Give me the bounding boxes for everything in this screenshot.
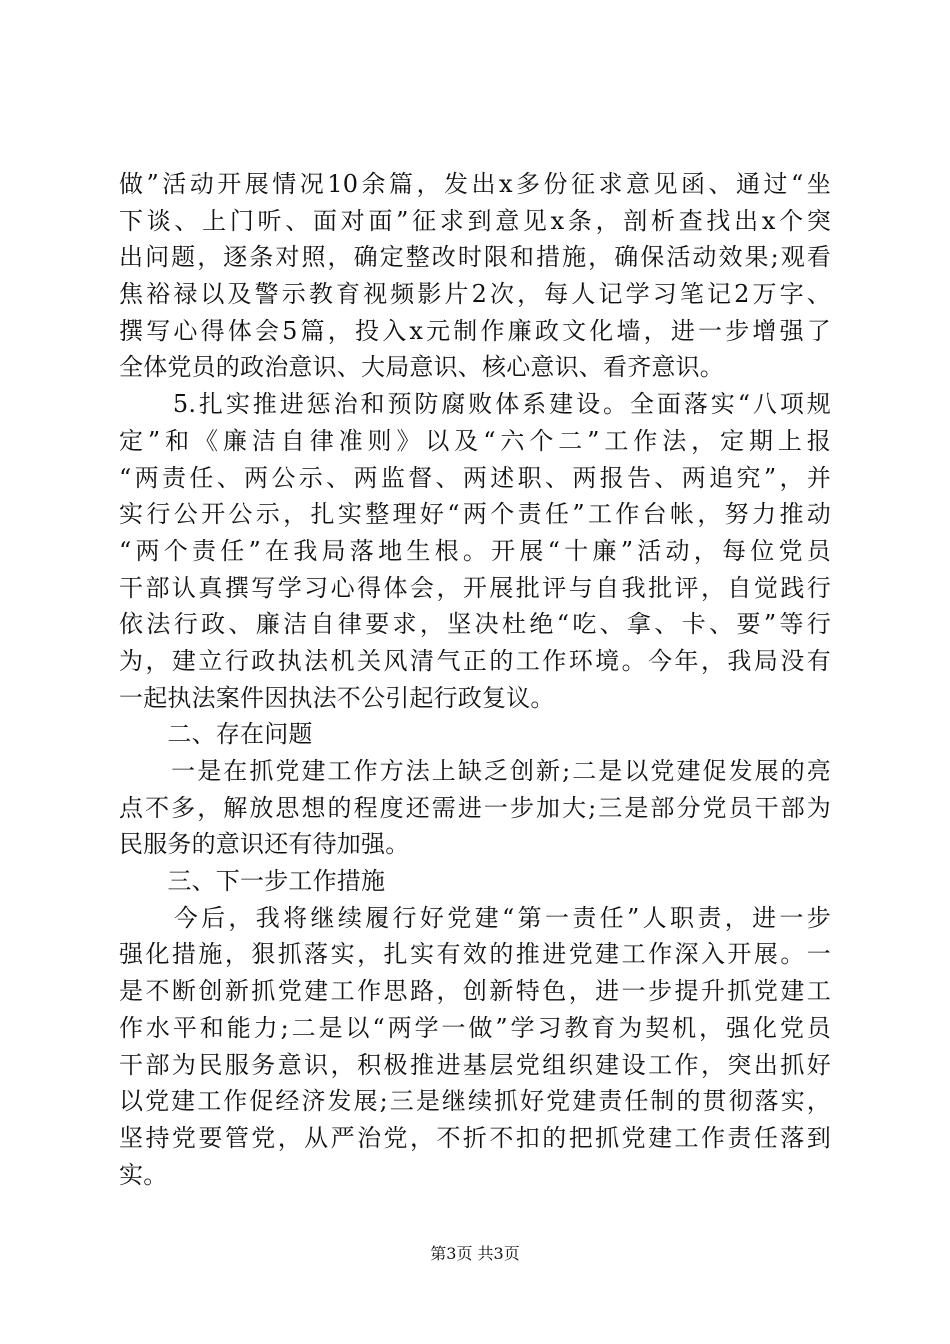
text-line: “两责任、两公示、两监督、两述职、两报告、两追究”，并	[119, 463, 831, 492]
text-line: 是不断创新抓党建工作思路，创新特色，进一步提升抓党建工	[119, 977, 831, 1006]
text-line: 实。	[119, 1160, 168, 1189]
page-number-footer: 第3页 共3页	[430, 1244, 520, 1263]
text-line: 实行公开公示，扎实整理好“两个责任”工作台帐，努力推动	[119, 500, 831, 529]
text-line: 撰写心得体会5篇，投入x元制作廉政文化墙，进一步增强了	[119, 316, 831, 345]
text-line: 下谈、上门听、面对面”征求到意见x条，剖析查找出x个突	[119, 206, 831, 235]
text-line: 一起执法案件因执法不公引起行政复议。	[119, 683, 555, 712]
text-line: 出问题，逐条对照，确定整改时限和措施，确保活动效果;观看	[119, 243, 831, 272]
text-line: “两个责任”在我局落地生根。开展“十廉”活动，每位党员	[119, 536, 831, 565]
text-line: 坚持党要管党，从严治党，不折不扣的把抓党建工作责任落到	[119, 1123, 831, 1152]
text-line: 依法行政、廉洁自律要求，坚决杜绝“吃、拿、卡、要”等行	[119, 610, 831, 639]
text-line: 干部为民服务意识，积极推进基层党组织建设工作，突出抓好	[119, 1050, 831, 1079]
text-line: 一是在抓党建工作方法上缺乏创新;二是以党建促发展的亮	[119, 757, 831, 785]
text-line: 以党建工作促经济发展;三是继续抓好党建责任制的贯彻落实，	[119, 1087, 831, 1116]
text-line: 点不多，解放思想的程度还需进一步加大;三是部分党员干部为	[119, 793, 831, 822]
text-line: 强化措施，狠抓落实，扎实有效的推进党建工作深入开展。一	[119, 940, 831, 969]
text-line: 定”和《廉洁自律准则》以及“六个二”工作法，定期上报	[119, 426, 831, 455]
text-line: 做”活动开展情况10余篇，发出x多份征求意见函、通过“坐	[119, 170, 831, 198]
text-line: 全体党员的政治意识、大局意识、核心意识、看齐意识。	[119, 353, 724, 382]
text-line: 二、存在问题	[119, 720, 313, 749]
text-line: 作水平和能力;二是以“两学一做”学习教育为契机，强化党员	[119, 1013, 831, 1042]
document-body	[119, 166, 831, 1193]
text-line: 民服务的意识还有待加强。	[119, 830, 410, 859]
text-line: 为，建立行政执法机关风清气正的工作环境。今年，我局没有	[119, 646, 831, 675]
text-line: 三、下一步工作措施	[119, 867, 386, 896]
text-line: 5.扎实推进惩治和预防腐败体系建设。全面落实“八项规	[119, 390, 831, 419]
text-line: 今后，我将继续履行好党建“第一责任”人职责，进一步	[119, 903, 831, 932]
text-line: 干部认真撰写学习心得体会，开展批评与自我批评，自觉践行	[119, 573, 831, 602]
text-line: 焦裕禄以及警示教育视频影片2次，每人记学习笔记2万字、	[119, 280, 831, 309]
